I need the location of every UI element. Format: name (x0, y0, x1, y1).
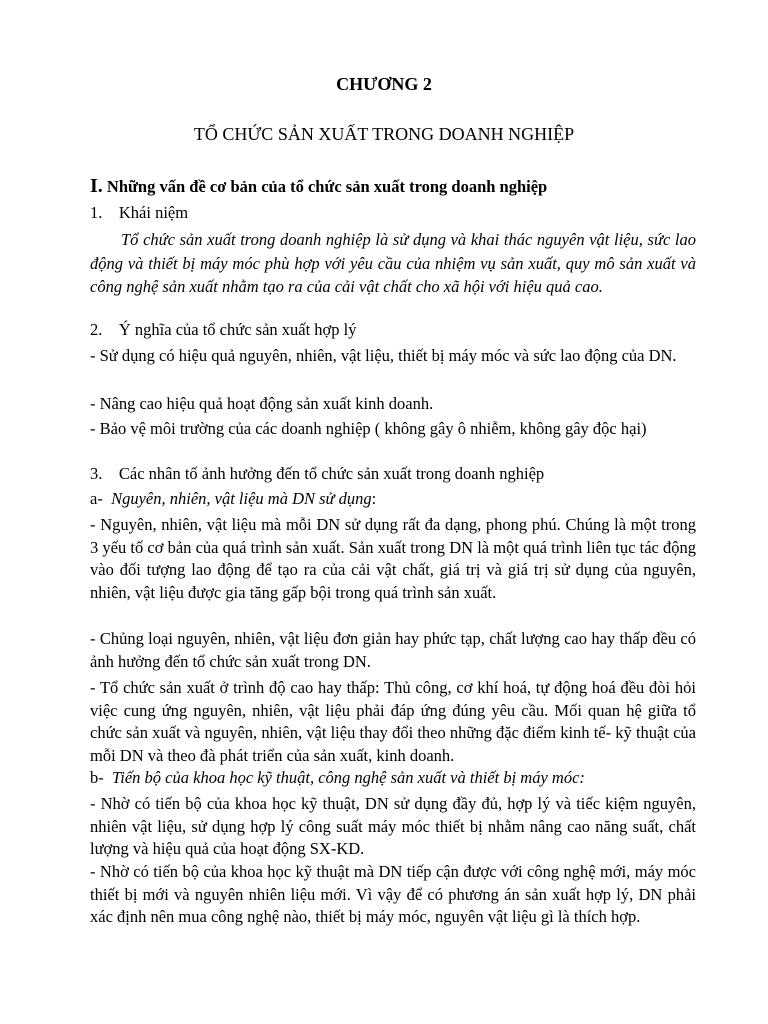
subsection-b-prefix: b- (90, 768, 104, 787)
item-2-heading (90, 320, 356, 340)
item-3-title: Các nhân tố ảnh hưởng đến tổ chức sản xuất trong doanh nghiệp (118, 464, 545, 483)
subsection-b-paragraph-1: - Nhờ có tiến bộ của khoa học kỹ thuật, DN sử dụng đầy đủ, hợp lý và tiếc kiệm nguyên, nhiên vật liệu, sử dụng hợp lý công suất máy móc thiết bị nhằm nâng cao năng suất, chất lượng và hiệu quả của hoạt động SX-KD. (90, 794, 696, 858)
subsection-b-paragraph-2: - Nhờ có tiến bộ của khoa học kỹ thuật mà DN tiếp cận được với công nghệ mới, máy móc thiết bị mới và nguyên nhiên liệu mới. Vì vậy để có phương án sản xuất hợp lý, DN phải xác định nên mua công nghệ nào, thiết bị máy móc, nguyên vật liệu gì là thích hợp. (90, 862, 696, 926)
item-1-heading (90, 203, 188, 223)
item-1-number: 1. (90, 203, 103, 222)
item-1-title: Khái niệm (118, 203, 189, 222)
subsection-a-paragraph-1: - Nguyên, nhiên, vật liệu mà mỗi DN sử dụng rất đa dạng, phong phú. Chúng là một trong 3 yếu tố cơ bản của quá trình sản xuất. Sản xuất trong DN là một quá trình liên tục tác động vào đối tượng lao động để tạo ra của cải vật chất, giá trị và giá trị sử dụng của nguyên, nhiên, vật liệu được gia tăng gấp bội trong quá trình sản xuất. (90, 515, 696, 602)
item-2-title: Ý nghĩa của tổ chức sản xuất hợp lý (118, 320, 357, 339)
subsection-a-heading (90, 489, 376, 509)
section-heading-text: Những vấn đề cơ bản của tổ chức sản xuất trong doanh nghiệp (106, 177, 548, 196)
subsection-a-prefix: a- (90, 489, 103, 508)
chapter-title: CHƯƠNG 2 (336, 74, 432, 94)
item-2-point-3: - Bảo vệ môi trường của các doanh nghiệp ( không gây ô nhiễm, không gây độc hại) (90, 419, 647, 438)
section-roman-numeral: I. (90, 175, 103, 197)
subsection-b-title: Tiến bộ của khoa học kỹ thuật, công nghệ sản xuất và thiết bị máy móc: (112, 768, 585, 787)
item-3-number: 3. (90, 464, 103, 483)
item-1-definition: Tổ chức sản xuất trong doanh nghiệp là sử dụng và khai thác nguyên vật liệu, sức lao động và thiết bị máy móc phù hợp với yêu cầu của nhiệm vụ sản xuất, quy mô sản xuất và công nghệ sản xuất nhằm tạo ra của cải vật chất cho xã hội với hiệu quả cao. (90, 230, 696, 296)
subsection-b-heading (90, 768, 585, 788)
item-2-point-2: - Nâng cao hiệu quả hoạt động sản xuất kinh doanh. (90, 394, 434, 413)
subsection-a-paragraph-3: - Tổ chức sản xuất ở trình độ cao hay thấp: Thủ công, cơ khí hoá, tự động hoá đều đòi hỏi việc cung ứng nguyên, nhiên, vật liệu phải đáp ứng đúng yêu cầu. Mối quan hệ giữa tổ chức sản xuất và nguyên, nhiên, vật liệu thay đổi theo những đặc điểm kinh tế- kỹ thuật của mỗi DN và theo đà phát triển của sản xuất, kinh doanh. (90, 678, 696, 765)
subsection-a-paragraph-2: - Chủng loại nguyên, nhiên, vật liệu đơn giản hay phức tạp, chất lượng cao hay thấp đều có ảnh hưởng đến tổ chức sản xuất trong DN. (90, 629, 696, 671)
subsection-a-title: Nguyên, nhiên, vật liệu mà DN sử dụng (111, 489, 372, 508)
section-heading (90, 175, 547, 198)
item-2-number: 2. (90, 320, 103, 339)
item-2-point-1: - Sử dụng có hiệu quả nguyên, nhiên, vật liệu, thiết bị máy móc và sức lao động của DN. (90, 346, 677, 365)
subsection-a-colon: : (371, 489, 377, 508)
item-3-heading (90, 464, 544, 484)
chapter-subtitle: TỔ CHỨC SẢN XUẤT TRONG DOANH NGHIỆP (193, 124, 575, 144)
